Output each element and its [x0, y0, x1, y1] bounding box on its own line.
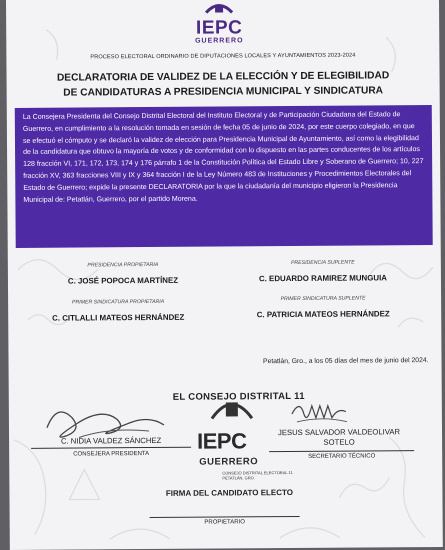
presidencia-suplente-name: C. EDUARDO RAMIREZ MUNGUIA [258, 273, 387, 284]
presidencia-propietaria-role: PRESIDENCIA PROPIETARIA [87, 261, 159, 269]
seal-text: IEPC [196, 428, 247, 454]
seal-small-line-2: PETATLÁN, GRO. [222, 475, 255, 481]
document-title [6, 68, 439, 101]
process-title: PROCESO ELECTORAL ORDINARIO DE DIPUTACIONES LOCALES Y AYUNTAMIENTOS 2023-2024 [90, 52, 356, 61]
sindicatura-propietaria-name: C. CITLALLI MATEOS HERNÁNDEZ [52, 312, 185, 323]
secretary-name-line-2: SOTELO [323, 437, 355, 447]
iepc-emblem-icon [204, 0, 234, 14]
secretary-role: SECRETARIO TÉCNICO [308, 453, 376, 460]
seal-small-line-1: CONSEJO DISTRITAL ELECTORAL 11 [222, 470, 293, 476]
document-paper [6, 0, 443, 550]
presidencia-suplente-role: PRESIDENCIA SUPLENTE [290, 259, 355, 267]
president-role: CONSEJERA PRESIDENTA [73, 451, 150, 458]
sindicatura-suplente-name: C. PATRICIA MATEOS HERNÁNDEZ [256, 309, 390, 320]
candidate-role: PROPIETARIO [204, 519, 245, 526]
president-name: C. NIDIA VALDEZ SÁNCHEZ [60, 435, 162, 446]
seal-emblem-icon [207, 390, 257, 424]
council-heading: EL CONSEJO DISTRITAL 11 [172, 390, 305, 403]
seal-small-text [222, 470, 292, 480]
place-date: Petatlán, Gro., a los 05 días del mes de junio del 2024. [263, 357, 429, 366]
secretary-name-line-1: JESUS SALVADOR VALDEOLIVAR [277, 427, 401, 438]
title-line-2: DE CANDIDATURAS A PRESIDENCIA MUNICIPAL Y SINDICATURA [63, 85, 384, 99]
logo-subtext: GUERRERO [195, 37, 244, 45]
seal-subtext: GUERRERO [199, 456, 259, 468]
candidate-signature-heading: FIRMA DEL CANDIDATO ELECTO [165, 488, 294, 498]
declaration-body: La Consejera Presidenta del Consejo Distrital Electoral del Instituto Electoral y de Participación Ciudadana del Estado de Guerrero, en cumplimiento a la resolución tomada en sesión de fecha 05 de junio de 2024, por este cuerpo colegiado, en que se efectuó el cómputo y se declaró la validez de elección para Presidencia Municipal de Ayuntamiento, así como la elegibilidad de la candidatura que obtuvo la mayoría de votos y de conformidad con lo dispuesto en las partes conducentes de los artículos 128 fracción VI, 171, 172, 173, 174 y 176 párrafo 1 de la Constitución Política del Estado Libre y Soberano de Guerrero; 10, 227 fracción XV, 363 fracciones VIII y IX y 364 fracción I de la Ley Número 483 de Instituciones y Procedimientos Electorales del Estado de Guerrero; expide la presente DECLARATORIA por la que la ciudadanía del municipio eligieron la Presidencia Municipal de: Petatlán, Guerrero, por el partido Morena. [15, 105, 433, 248]
title-line-1: DECLARATORIA DE VALIDEZ DE LA ELECCIÓN Y DE ELEGIBILIDAD [56, 70, 390, 84]
sindicatura-propietaria-role: PRIMER SINDICATURA PROPIETARIA [72, 298, 165, 306]
secretary-name [254, 427, 424, 448]
presidencia-propietaria-name: C. JOSÉ POPOCA MARTÍNEZ [67, 275, 179, 286]
secretary-signature-icon [287, 394, 357, 430]
iepc-logo [184, 0, 254, 45]
logo-text: IEPC [195, 17, 243, 39]
sindicatura-suplente-role: PRIMER SINDICATURA SUPLENTE [280, 295, 366, 303]
